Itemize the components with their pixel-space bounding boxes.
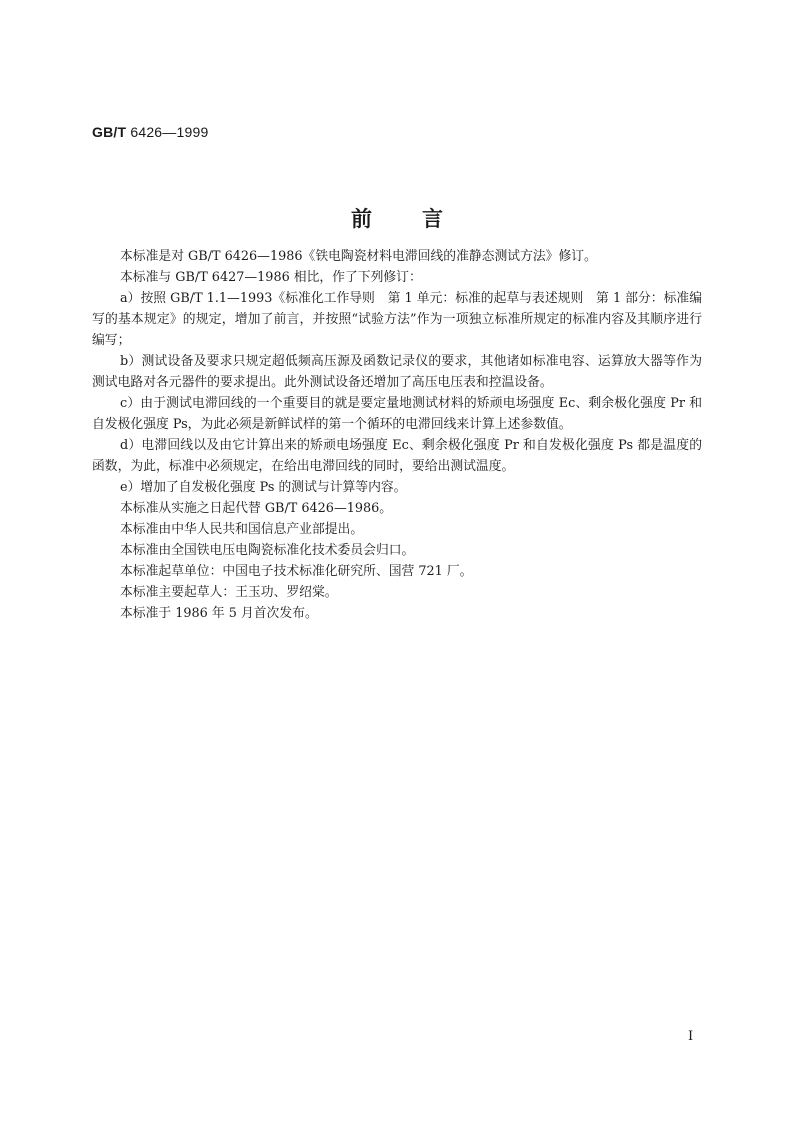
paragraph-drafting-units: 本标准起草单位：中国电子技术标准化研究所、国营 721 厂。 — [120, 564, 473, 579]
page-title — [0, 203, 794, 233]
standard-code-number: 6426—1999 — [130, 124, 209, 140]
paragraph-intro: 本标准是对 GB/T 6426—1986《铁电陶瓷材料电滞回线的准静态测试方法》修订。 — [120, 249, 597, 264]
paragraph-item-b: b）测试设备及要求只规定超低频高压源及函数记录仪的要求，其他诸如标准电容、运算放大器等作为测试电路对各元器件的要求提出。此外测试设备还增加了高压电压表和控温设备。 — [92, 354, 702, 390]
paragraph-proposed-by: 本标准由中华人民共和国信息产业部提出。 — [120, 522, 364, 537]
paragraph-comparison: 本标准与 GB/T 6427—1986 相比，作了下列修订： — [120, 270, 422, 285]
paragraph-item-d: d）电滞回线以及由它计算出来的矫顽电场强度 Ec、剩余极化强度 Pr 和自发极化强度 Ps 都是温度的函数，为此，标准中必须规定，在给出电滞回线的同时，要给出测试温度。 — [92, 438, 702, 474]
standard-code — [92, 124, 208, 140]
paragraph-replaces: 本标准从实施之日起代替 GB/T 6426—1986。 — [120, 501, 393, 516]
paragraph-item-a: a）按照 GB/T 1.1—1993《标准化工作导则 第 1 单元：标准的起草与表述规则 第 1 部分：标准编写的基本规定》的规定，增加了前言，并按照“试验方法”作为一项独立标准所规定的标准内容及其顺序进行编写； — [92, 291, 702, 348]
page-number: I — [688, 1029, 694, 1044]
paragraph-administered-by: 本标准由全国铁电压电陶瓷标准化技术委员会归口。 — [120, 543, 415, 558]
page-title-char-2: 言 — [422, 207, 443, 231]
standard-code-prefix: GB/T — [92, 124, 127, 140]
paragraph-item-e: e）增加了自发极化强度 Ps 的测试与计算等内容。 — [120, 480, 407, 495]
paragraph-item-c: c）由于测试电滞回线的一个重要目的就是要定量地测试材料的矫顽电场强度 Ec、剩余极化强度 Pr 和自发极化强度 Ps，为此必须是新鲜试样的第一个循环的电滞回线来计算上述参数值。 — [92, 396, 702, 432]
paragraph-first-published: 本标准于 1986 年 5 月首次发布。 — [120, 606, 318, 621]
paragraph-drafters: 本标准主要起草人：王玉功、罗绍棠。 — [120, 585, 338, 600]
foreword-body — [92, 246, 702, 624]
page-title-char-1: 前 — [351, 207, 372, 231]
